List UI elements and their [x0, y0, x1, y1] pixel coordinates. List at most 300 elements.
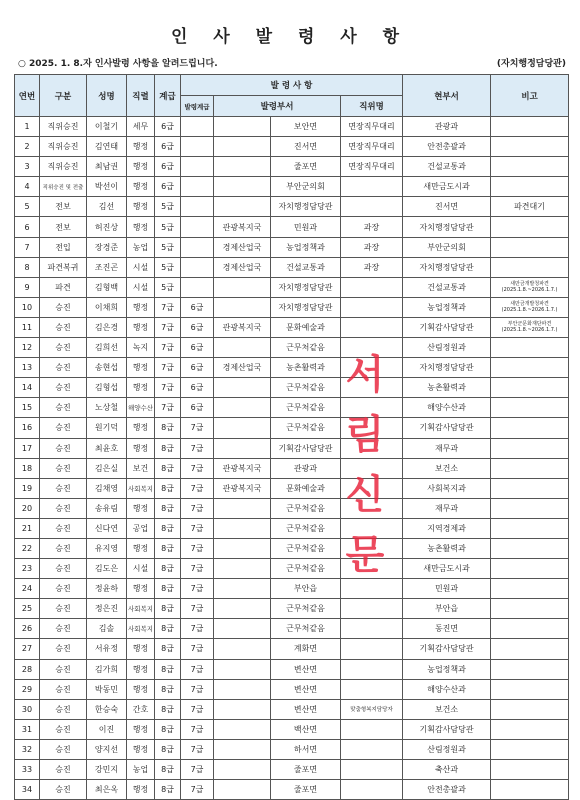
cell-appt-grade: 7급	[181, 498, 214, 518]
cell-position	[341, 418, 403, 438]
cell-no: 9	[15, 277, 40, 297]
cell-type: 직위승진	[40, 157, 87, 177]
cell-remarks	[491, 458, 569, 478]
cell-appt-grade: 7급	[181, 619, 214, 639]
cell-current: 부안읍	[403, 599, 491, 619]
cell-remarks	[491, 679, 569, 699]
cell-series: 시설	[127, 257, 155, 277]
cell-dept2: 근무처같음	[271, 599, 341, 619]
cell-type: 승진	[40, 398, 87, 418]
table-row	[15, 760, 569, 780]
cell-name: 허진상	[87, 217, 127, 237]
cell-dept1	[214, 559, 271, 579]
cell-name: 김도은	[87, 559, 127, 579]
cell-series: 보건	[127, 458, 155, 478]
table-row	[15, 277, 569, 297]
cell-type: 승진	[40, 559, 87, 579]
cell-position	[341, 398, 403, 418]
cell-type: 전입	[40, 237, 87, 257]
cell-grade: 8급	[155, 478, 181, 498]
table-row	[15, 358, 569, 378]
cell-current: 축산과	[403, 760, 491, 780]
cell-position	[341, 780, 403, 800]
header-appt-dept: 발령부서	[214, 96, 341, 117]
watermark-char: 서	[345, 352, 385, 398]
cell-position: 면장직무대리	[341, 137, 403, 157]
cell-name: 김솔	[87, 619, 127, 639]
cell-dept1	[214, 739, 271, 759]
cell-name: 한승숙	[87, 699, 127, 719]
cell-current: 농업정책과	[403, 297, 491, 317]
table-row	[15, 559, 569, 579]
cell-series: 행정	[127, 378, 155, 398]
cell-name: 송현섭	[87, 358, 127, 378]
cell-appt-grade: 7급	[181, 559, 214, 579]
cell-remarks	[491, 217, 569, 237]
cell-no: 5	[15, 197, 40, 217]
table-row	[15, 317, 569, 337]
cell-no: 8	[15, 257, 40, 277]
cell-dept1	[214, 277, 271, 297]
table-row	[15, 679, 569, 699]
cell-current: 재무과	[403, 498, 491, 518]
cell-type: 승진	[40, 679, 87, 699]
cell-dept1	[214, 780, 271, 800]
table-row	[15, 157, 569, 177]
table-row	[15, 378, 569, 398]
cell-type: 직위승진	[40, 117, 87, 137]
cell-dept1	[214, 438, 271, 458]
cell-appt-grade: 6급	[181, 317, 214, 337]
cell-position	[341, 719, 403, 739]
cell-no: 10	[15, 297, 40, 317]
cell-dept2: 진서면	[271, 137, 341, 157]
cell-grade: 8급	[155, 579, 181, 599]
cell-appt-grade	[181, 117, 214, 137]
cell-no: 4	[15, 177, 40, 197]
header-type: 구분	[40, 75, 87, 117]
cell-series: 행정	[127, 137, 155, 157]
cell-dept1	[214, 418, 271, 438]
cell-remarks	[491, 498, 569, 518]
cell-type: 승진	[40, 780, 87, 800]
cell-dept2: 변산면	[271, 699, 341, 719]
cell-series: 시설	[127, 277, 155, 297]
table-row	[15, 418, 569, 438]
cell-remarks	[491, 780, 569, 800]
cell-grade: 6급	[155, 157, 181, 177]
cell-dept2: 부안읍	[271, 579, 341, 599]
cell-position	[341, 579, 403, 599]
header-name: 성명	[87, 75, 127, 117]
cell-current: 산림정원과	[403, 739, 491, 759]
cell-remarks: 부안군문화재단파견 (2025.1.8.~2026.1.7.)	[491, 317, 569, 337]
header-current: 현부서	[403, 75, 491, 117]
cell-grade: 8급	[155, 719, 181, 739]
cell-position	[341, 438, 403, 458]
cell-current: 새만금도시과	[403, 559, 491, 579]
cell-remarks	[491, 659, 569, 679]
cell-appt-grade: 7급	[181, 599, 214, 619]
cell-appt-grade: 7급	[181, 478, 214, 498]
cell-series: 행정	[127, 659, 155, 679]
cell-current: 안전총괄과	[403, 780, 491, 800]
cell-dept1	[214, 699, 271, 719]
cell-no: 19	[15, 478, 40, 498]
cell-no: 13	[15, 358, 40, 378]
cell-appt-grade: 7급	[181, 518, 214, 538]
cell-position: 면장직무대리	[341, 157, 403, 177]
cell-dept2: 줄포면	[271, 760, 341, 780]
cell-position	[341, 358, 403, 378]
cell-appt-grade: 7급	[181, 679, 214, 699]
cell-remarks	[491, 157, 569, 177]
cell-remarks	[491, 378, 569, 398]
personnel-table	[14, 74, 569, 800]
cell-type: 전보	[40, 217, 87, 237]
cell-no: 2	[15, 137, 40, 157]
cell-remarks	[491, 599, 569, 619]
cell-grade: 8급	[155, 538, 181, 558]
table-row	[15, 297, 569, 317]
cell-dept1: 경제산업국	[214, 237, 271, 257]
cell-dept2: 근무처같음	[271, 518, 341, 538]
table-row	[15, 699, 569, 719]
cell-series: 행정	[127, 297, 155, 317]
cell-no: 20	[15, 498, 40, 518]
cell-type: 승진	[40, 639, 87, 659]
cell-grade: 8급	[155, 780, 181, 800]
cell-position	[341, 297, 403, 317]
table-row	[15, 478, 569, 498]
table-row	[15, 619, 569, 639]
table-row	[15, 117, 569, 137]
cell-appt-grade: 6급	[181, 398, 214, 418]
header-appointment: 발 령 사 항	[181, 75, 403, 96]
cell-series: 행정	[127, 639, 155, 659]
cell-name: 정은진	[87, 599, 127, 619]
cell-name: 이채희	[87, 297, 127, 317]
cell-no: 30	[15, 699, 40, 719]
watermark-char: 신	[345, 472, 385, 518]
cell-grade: 6급	[155, 177, 181, 197]
cell-type: 승진	[40, 719, 87, 739]
cell-grade: 8급	[155, 438, 181, 458]
cell-remarks	[491, 438, 569, 458]
cell-current: 기획감사담당관	[403, 719, 491, 739]
cell-current: 산림정원과	[403, 338, 491, 358]
cell-no: 24	[15, 579, 40, 599]
cell-dept2: 자치행정담당관	[271, 277, 341, 297]
cell-name: 김희선	[87, 338, 127, 358]
cell-grade: 5급	[155, 217, 181, 237]
header-grade: 계급	[155, 75, 181, 117]
cell-current: 민원과	[403, 579, 491, 599]
cell-type: 승진	[40, 418, 87, 438]
cell-remarks	[491, 639, 569, 659]
cell-no: 7	[15, 237, 40, 257]
cell-remarks: 새만금개발청파견 (2025.1.8.~2026.1.7.)	[491, 277, 569, 297]
cell-current: 자치행정담당관	[403, 217, 491, 237]
cell-remarks	[491, 518, 569, 538]
cell-grade: 8급	[155, 679, 181, 699]
cell-name: 김은실	[87, 458, 127, 478]
cell-no: 33	[15, 760, 40, 780]
cell-appt-grade	[181, 237, 214, 257]
cell-appt-grade: 7급	[181, 579, 214, 599]
cell-appt-grade	[181, 277, 214, 297]
cell-series: 행정	[127, 317, 155, 337]
cell-series: 행정	[127, 217, 155, 237]
cell-name: 강민지	[87, 760, 127, 780]
cell-grade: 8급	[155, 760, 181, 780]
cell-dept2: 근무처같음	[271, 378, 341, 398]
cell-current: 보건소	[403, 699, 491, 719]
cell-position	[341, 458, 403, 478]
cell-position	[341, 760, 403, 780]
cell-dept2: 변산면	[271, 659, 341, 679]
cell-type: 직위승진	[40, 137, 87, 157]
cell-series: 행정	[127, 418, 155, 438]
cell-remarks: 새만금개발청파견 (2025.1.8.~2026.1.7.)	[491, 297, 569, 317]
cell-grade: 7급	[155, 297, 181, 317]
cell-dept1	[214, 538, 271, 558]
cell-dept1	[214, 157, 271, 177]
cell-type: 승진	[40, 579, 87, 599]
cell-series: 공업	[127, 518, 155, 538]
cell-dept2: 근무처같음	[271, 619, 341, 639]
cell-name: 최은옥	[87, 780, 127, 800]
cell-type: 승진	[40, 478, 87, 498]
table-row	[15, 498, 569, 518]
cell-grade: 5급	[155, 277, 181, 297]
header-appt-grade: 발령계급	[181, 96, 214, 117]
cell-no: 34	[15, 780, 40, 800]
table-row	[15, 780, 569, 800]
cell-position	[341, 518, 403, 538]
cell-position	[341, 378, 403, 398]
cell-dept2: 문화예술과	[271, 317, 341, 337]
cell-remarks	[491, 559, 569, 579]
cell-dept1	[214, 378, 271, 398]
cell-name: 정윤하	[87, 579, 127, 599]
cell-current: 자치행정담당관	[403, 257, 491, 277]
cell-grade: 8급	[155, 739, 181, 759]
cell-appt-grade	[181, 137, 214, 157]
cell-dept1	[214, 719, 271, 739]
cell-dept1	[214, 137, 271, 157]
cell-grade: 5급	[155, 237, 181, 257]
cell-no: 29	[15, 679, 40, 699]
cell-type: 승진	[40, 659, 87, 679]
table-row	[15, 197, 569, 217]
cell-appt-grade: 7급	[181, 739, 214, 759]
cell-series: 행정	[127, 197, 155, 217]
cell-name: 김형섭	[87, 378, 127, 398]
cell-appt-grade: 7급	[181, 639, 214, 659]
cell-current: 자치행정담당관	[403, 358, 491, 378]
cell-dept1: 관광복지국	[214, 317, 271, 337]
cell-no: 32	[15, 739, 40, 759]
cell-type: 승진	[40, 338, 87, 358]
cell-position: 맞춤형복지담당자	[341, 699, 403, 719]
cell-name: 김선	[87, 197, 127, 217]
cell-series: 행정	[127, 679, 155, 699]
cell-appt-grade: 7급	[181, 438, 214, 458]
cell-remarks	[491, 398, 569, 418]
cell-no: 25	[15, 599, 40, 619]
cell-series: 농업	[127, 760, 155, 780]
cell-position	[341, 317, 403, 337]
cell-current: 관광과	[403, 117, 491, 137]
cell-series: 세무	[127, 117, 155, 137]
cell-appt-grade: 6급	[181, 378, 214, 398]
cell-name: 서유정	[87, 639, 127, 659]
cell-no: 15	[15, 398, 40, 418]
notice-text: ○ 2025. 1. 8.자 인사발령 사항을 알려드립니다.	[18, 59, 218, 69]
cell-type: 승진	[40, 538, 87, 558]
cell-dept2: 백산면	[271, 719, 341, 739]
cell-series: 행정	[127, 438, 155, 458]
cell-current: 재무과	[403, 438, 491, 458]
cell-dept2: 관광과	[271, 458, 341, 478]
cell-dept1: 관광복지국	[214, 458, 271, 478]
cell-series: 행정	[127, 358, 155, 378]
cell-current: 해양수산과	[403, 398, 491, 418]
cell-dept1	[214, 599, 271, 619]
cell-series: 행정	[127, 719, 155, 739]
cell-position	[341, 739, 403, 759]
cell-current: 부안군의회	[403, 237, 491, 257]
cell-grade: 7급	[155, 378, 181, 398]
table-body	[15, 117, 569, 800]
cell-appt-grade: 6급	[181, 297, 214, 317]
cell-position	[341, 599, 403, 619]
cell-dept1: 경제산업국	[214, 358, 271, 378]
table-row	[15, 257, 569, 277]
cell-current: 건설교통과	[403, 157, 491, 177]
cell-series: 행정	[127, 579, 155, 599]
cell-name: 장경준	[87, 237, 127, 257]
table-row	[15, 438, 569, 458]
cell-position: 과장	[341, 257, 403, 277]
cell-name: 박동민	[87, 679, 127, 699]
table-row	[15, 579, 569, 599]
cell-type: 전보	[40, 197, 87, 217]
cell-type: 승진	[40, 438, 87, 458]
cell-dept2: 근무처같음	[271, 559, 341, 579]
cell-dept2: 근무처같음	[271, 538, 341, 558]
table-row	[15, 599, 569, 619]
cell-series: 사회복지	[127, 619, 155, 639]
cell-dept2: 보안면	[271, 117, 341, 137]
cell-current: 농촌활력과	[403, 538, 491, 558]
cell-series: 행정	[127, 780, 155, 800]
cell-dept1	[214, 679, 271, 699]
table-row	[15, 458, 569, 478]
cell-appt-grade	[181, 257, 214, 277]
cell-no: 31	[15, 719, 40, 739]
cell-grade: 6급	[155, 117, 181, 137]
cell-remarks	[491, 237, 569, 257]
cell-type: 파견	[40, 277, 87, 297]
table-row	[15, 177, 569, 197]
cell-no: 11	[15, 317, 40, 337]
cell-dept1: 경제산업국	[214, 257, 271, 277]
cell-remarks	[491, 619, 569, 639]
table-row	[15, 538, 569, 558]
cell-dept2: 기획감사담당관	[271, 438, 341, 458]
cell-type: 승진	[40, 599, 87, 619]
cell-no: 23	[15, 559, 40, 579]
cell-appt-grade: 6급	[181, 358, 214, 378]
cell-grade: 6급	[155, 137, 181, 157]
cell-grade: 8급	[155, 699, 181, 719]
cell-current: 해양수산과	[403, 679, 491, 699]
cell-appt-grade: 7급	[181, 780, 214, 800]
cell-appt-grade	[181, 197, 214, 217]
cell-name: 양지선	[87, 739, 127, 759]
table-row	[15, 518, 569, 538]
cell-current: 안전총괄과	[403, 137, 491, 157]
cell-grade: 8급	[155, 518, 181, 538]
cell-no: 22	[15, 538, 40, 558]
cell-current: 농촌활력과	[403, 378, 491, 398]
cell-remarks	[491, 418, 569, 438]
cell-grade: 8급	[155, 418, 181, 438]
cell-name: 노상철	[87, 398, 127, 418]
cell-type: 승진	[40, 498, 87, 518]
cell-name: 유지영	[87, 538, 127, 558]
cell-name: 신다연	[87, 518, 127, 538]
cell-position	[341, 277, 403, 297]
cell-dept2: 근무처같음	[271, 398, 341, 418]
cell-remarks	[491, 117, 569, 137]
cell-series: 행정	[127, 739, 155, 759]
cell-type: 승진	[40, 297, 87, 317]
cell-name: 조진곤	[87, 257, 127, 277]
cell-no: 28	[15, 659, 40, 679]
cell-no: 27	[15, 639, 40, 659]
cell-position	[341, 538, 403, 558]
cell-grade: 5급	[155, 257, 181, 277]
table-row	[15, 217, 569, 237]
cell-remarks	[491, 719, 569, 739]
cell-position	[341, 559, 403, 579]
table-row	[15, 137, 569, 157]
cell-appt-grade	[181, 157, 214, 177]
cell-name: 김채영	[87, 478, 127, 498]
cell-current: 진서면	[403, 197, 491, 217]
cell-position	[341, 498, 403, 518]
header-remarks: 비고	[491, 75, 569, 117]
cell-remarks	[491, 257, 569, 277]
cell-name: 이철기	[87, 117, 127, 137]
cell-grade: 7급	[155, 358, 181, 378]
cell-dept2: 농업정책과	[271, 237, 341, 257]
table-row	[15, 719, 569, 739]
cell-appt-grade: 7급	[181, 418, 214, 438]
cell-dept1	[214, 197, 271, 217]
cell-dept2: 문화예술과	[271, 478, 341, 498]
cell-dept2: 하서면	[271, 739, 341, 759]
cell-grade: 7급	[155, 317, 181, 337]
cell-no: 1	[15, 117, 40, 137]
cell-name: 김은경	[87, 317, 127, 337]
cell-remarks	[491, 579, 569, 599]
cell-dept1	[214, 498, 271, 518]
cell-dept1	[214, 518, 271, 538]
